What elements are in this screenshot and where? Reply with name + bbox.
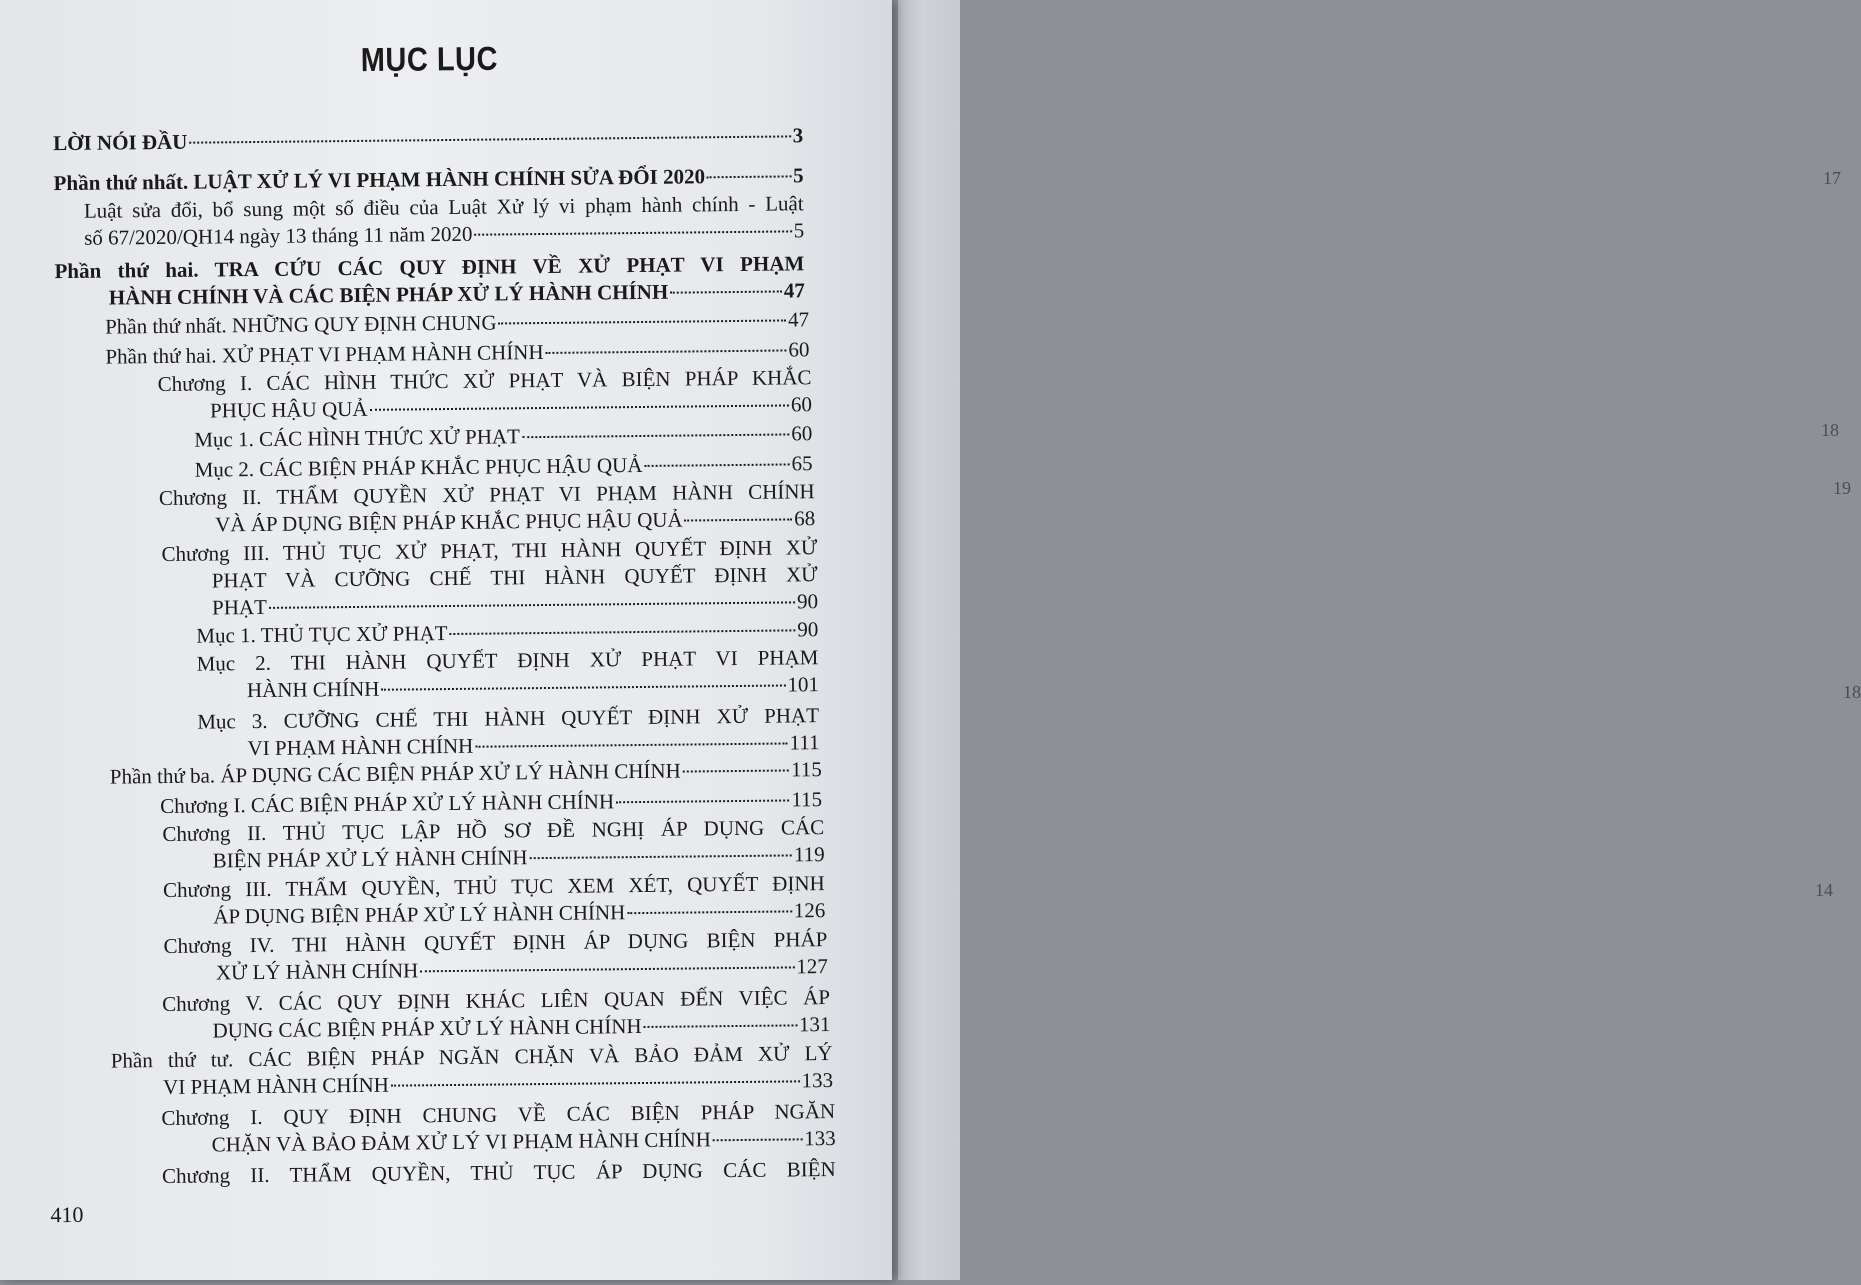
dot-leader (475, 742, 787, 747)
toc-entry-text: PHẠT (211, 594, 268, 620)
toc-entry (110, 756, 822, 790)
toc-page-number: 60 (790, 392, 813, 417)
toc-entry-line: PHẠT VÀ CƯỠNG CHẾ THI HÀNH QUYẾT ĐỊNH XỬ (211, 562, 818, 593)
toc-entry (163, 1067, 833, 1101)
dot-leader (616, 799, 789, 803)
toc-entry (105, 306, 809, 340)
dot-leader (391, 1080, 800, 1086)
toc-entry-text: BIỆN PHÁP XỬ LÝ HÀNH CHÍNH (212, 845, 528, 873)
toc-entry-line: Chương I. QUY ĐỊNH CHUNG VỀ CÁC BIỆN PHÁP NGĂN (161, 1098, 836, 1131)
toc-entry-text: VI PHẠM HÀNH CHÍNH (162, 1072, 389, 1100)
book-page (0, 0, 892, 1280)
toc-page-number: 68 (794, 506, 816, 531)
toc-entry-text: DỤNG CÁC BIỆN PHÁP XỬ LÝ HÀNH CHÍNH (212, 1014, 642, 1043)
next-page-mark: 18 (1843, 682, 1861, 702)
toc-page-number: 90 (796, 589, 819, 614)
toc-page-number: 60 (788, 337, 810, 362)
toc-entry-text: Mục 1. THỦ TỤC XỬ PHẠT (196, 621, 448, 648)
toc-entry-text: XỬ LÝ HÀNH CHÍNH (215, 958, 419, 985)
toc-page-number: 5 (792, 163, 804, 188)
dot-leader (707, 175, 791, 178)
toc-page-number: 127 (796, 954, 828, 979)
toc-entry-line: Chương III. THỦ TỤC XỬ PHẠT, THI HÀNH QUYẾT ĐỊNH XỬ (161, 535, 818, 567)
toc-entry-line: Chương II. THẨM QUYỀN, THỦ TỤC ÁP DỤNG CÁC BIỆN (161, 1156, 836, 1189)
page-number: 410 (50, 1201, 84, 1228)
toc-entry-text: Chương I. CÁC BIỆN PHÁP XỬ LÝ HÀNH CHÍNH (160, 789, 615, 819)
toc-entry-text: Phần thứ nhất. NHỮNG QUY ĐỊNH CHUNG (104, 310, 497, 339)
toc-page-number: 115 (791, 787, 823, 812)
toc-page-number: 101 (787, 672, 820, 697)
toc-entry-text: VI PHẠM HÀNH CHÍNH (247, 733, 474, 761)
toc-entry-line: Chương II. THỦ TỤC LẬP HỒ SƠ ĐỀ NGHỊ ÁP DỤNG CÁC (162, 815, 825, 847)
toc-entry-text: Phần thứ ba. ÁP DỤNG CÁC BIỆN PHÁP XỬ LÝ HÀNH CHÍNH (109, 758, 681, 789)
dot-leader (683, 769, 789, 772)
toc-entry-line: Mục 2. THI HÀNH QUYẾT ĐỊNH XỬ PHẠT VI PHẠM (196, 645, 819, 676)
toc-page-number: 90 (797, 617, 819, 642)
toc-page-number: 119 (793, 842, 825, 867)
dot-leader (189, 135, 790, 143)
toc-page-number: 47 (787, 307, 810, 332)
toc-entry-text: CHẶN VÀ BẢO ĐẢM XỬ LÝ VI PHẠM HÀNH CHÍNH (211, 1127, 711, 1157)
dot-leader (499, 319, 787, 324)
toc-entry-line: Phần thứ tư. CÁC BIỆN PHÁP NGĂN CHẶN VÀ BẢO ĐẢM XỬ LÝ (110, 1041, 833, 1073)
toc-entry-text: LỜI NÓI ĐẦU (53, 129, 188, 156)
toc-entry-line: Chương V. CÁC QUY ĐỊNH KHÁC LIÊN QUAN ĐẾN VIỆC ÁP (162, 985, 831, 1017)
dot-leader (420, 966, 794, 972)
dot-leader (546, 349, 787, 354)
toc-entry (213, 841, 825, 874)
toc-entry-text: số 67/2020/QH14 ngày 13 tháng 11 năm 2020 (84, 221, 473, 250)
toc-entry-text: HÀNH CHÍNH VÀ CÁC BIỆN PHÁP XỬ LÝ HÀNH CHÍNH (108, 279, 669, 310)
dot-leader (529, 854, 792, 859)
toc-entry-text: ÁP DỤNG BIỆN PHÁP XỬ LÝ HÀNH CHÍNH (213, 900, 626, 929)
dot-leader (627, 910, 792, 914)
toc-page-number: 47 (783, 278, 805, 303)
next-page-mark: 17 (1823, 168, 1841, 188)
next-page-mark: 19 (1833, 478, 1851, 498)
toc-entry (213, 897, 825, 930)
next-page-mark: 14 (1815, 880, 1833, 900)
next-page-mark: 18 (1821, 420, 1839, 440)
dot-leader (644, 1024, 797, 1028)
toc-page-number: 131 (798, 1012, 831, 1037)
toc-entry-line: Chương IV. THI HÀNH QUYẾT ĐỊNH ÁP DỤNG BIỆN PHÁP (163, 927, 828, 959)
toc-entry-text: Phần thứ nhất. LUẬT XỬ LÝ VI PHẠM HÀNH CHÍNH SỬA ĐỔI 2020 (53, 164, 706, 196)
dot-leader (450, 629, 796, 635)
toc-entry (53, 122, 803, 157)
toc-page-number: 3 (792, 123, 804, 148)
toc-page-number: 111 (789, 730, 820, 755)
toc-page-number: 65 (791, 451, 813, 476)
toc-page-number: 60 (791, 421, 813, 446)
toc-page-number: 133 (801, 1068, 834, 1093)
next-page-marks (1803, 0, 1861, 1280)
toc-entry (216, 953, 828, 986)
toc-entry-line: Chương III. THẨM QUYỀN, THỦ TỤC XEM XÉT, QUYẾT ĐỊNH (162, 871, 825, 903)
toc-entry-text: PHỤC HẬU QUẢ (209, 396, 368, 423)
toc-page-number: 5 (793, 218, 805, 243)
toc-page-number: 126 (793, 898, 826, 923)
dot-leader (713, 1138, 802, 1141)
toc-entry-text: Phần thứ hai. XỬ PHẠT VI PHẠM HÀNH CHÍNH (105, 340, 544, 369)
toc-entry (212, 1011, 830, 1044)
dot-leader (522, 433, 789, 438)
toc-entry-text: Mục 1. CÁC HÌNH THỨC XỬ PHẠT (194, 424, 521, 452)
toc-entry (212, 1125, 836, 1159)
dot-leader (269, 601, 795, 609)
toc-entry-line: Chương II. THẨM QUYỀN XỬ PHẠT VI PHẠM HÀNH CHÍNH (158, 479, 815, 511)
toc-entry-text: VÀ ÁP DỤNG BIỆN PHÁP KHẮC PHỤC HẬU QUẢ (215, 507, 683, 537)
toc-entry-line: Chương I. CÁC HÌNH THỨC XỬ PHẠT VÀ BIỆN PHÁP KHẮC (157, 365, 812, 397)
dot-leader (644, 463, 789, 467)
next-page-edge (898, 0, 1861, 1280)
toc-entry-line: Mục 3. CƯỠNG CHẾ THI HÀNH QUYẾT ĐỊNH XỬ PHẠT (197, 703, 820, 734)
toc-entry (215, 505, 815, 538)
dot-leader (381, 684, 785, 690)
toc-page-number: 133 (804, 1125, 836, 1151)
toc-entry (194, 420, 812, 453)
toc-entry-text: HÀNH CHÍNH (246, 676, 380, 703)
table-of-contents (0, 0, 899, 1285)
dot-leader (670, 291, 782, 294)
toc-entry-text: Mục 2. CÁC BIỆN PHÁP KHẮC PHỤC HẬU QUẢ (194, 452, 643, 482)
toc-entry (247, 671, 819, 704)
dot-leader (370, 404, 789, 410)
toc-entry-line: Phần thứ hai. TRA CỨU CÁC QUY ĐỊNH VỀ XỬ PHẠT VI PHẠM (54, 251, 805, 284)
dot-leader (474, 230, 791, 235)
toc-entry (210, 391, 812, 424)
toc-page-number: 115 (790, 757, 822, 782)
page-title: MỤC LỤC (360, 40, 499, 80)
dot-leader (685, 518, 793, 521)
toc-entry-line: Luật sửa đổi, bổ sung một số điều của Luật Xử lý vi phạm hành chính - Luật (83, 191, 804, 223)
